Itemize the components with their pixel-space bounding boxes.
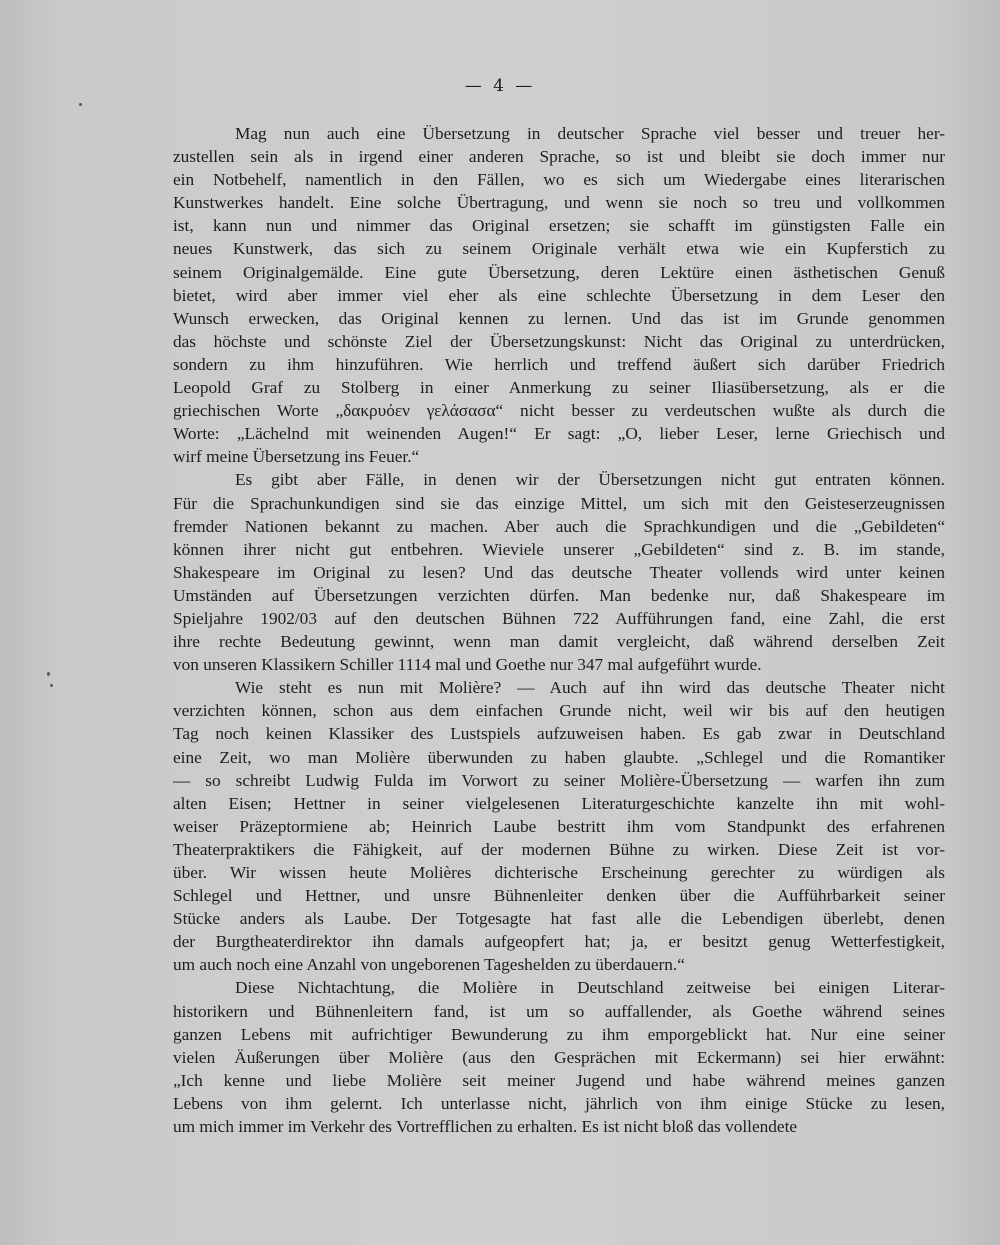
text-line: seinem Originalgemälde. Eine gute Übersetzung, deren Lektüre einen ästhetischen Genuß: [173, 262, 945, 282]
text-line: griechischen Worte „δακρυόεν γελάσασα“ nicht besser zu verdeutschen wußte als durch die: [173, 401, 945, 421]
paper-speck: [47, 672, 50, 676]
text-line: historikern und Bühnenleitern fand, ist um so auffallender, als Goethe während seines: [173, 1001, 945, 1021]
text-line: Leopold Graf zu Stolberg in einer Anmerkung zu seiner Iliasübersetzung, als er die: [173, 378, 945, 398]
text-line: Wunsch erwecken, das Original kennen zu lernen. Und das ist im Grunde genommen: [173, 308, 945, 328]
text-line: Theaterpraktikers die Fähigkeit, auf der modernen Bühne zu wirken. Diese Zeit ist vor-: [173, 839, 945, 859]
text-line: Schlegel und Hettner, und unsre Bühnenleiter denken über die Aufführbarkeit seiner: [173, 886, 945, 906]
text-line: sondern zu ihm hinzuführen. Wie herrlich und treffend äußert sich darüber Friedrich: [173, 354, 945, 374]
text-line: bietet, wird aber immer viel eher als eine schlechte Übersetzung in dem Leser den: [173, 285, 945, 305]
text-line: Lebens von ihm gelernt. Ich unterlasse nicht, jährlich von ihm einige Stücke zu lesen,: [173, 1093, 945, 1113]
text-line: Für die Sprachunkundigen sind sie das einzige Mittel, um sich mit den Geisteserzeugnissen: [173, 493, 945, 513]
text-line: vielen Äußerungen über Molière (aus den Gesprächen mit Eckermann) sei hier erwähnt:: [173, 1047, 945, 1067]
text-line: von unseren Klassikern Schiller 1114 mal und Goethe nur 347 mal aufgeführt wurde.: [173, 655, 762, 675]
text-line: um mich immer im Verkehr des Vortrefflichen zu erhalten. Es ist nicht bloß das vollendete: [173, 1117, 798, 1137]
text-line: ganzen Lebens mit aufrichtiger Bewunderung zu ihm emporgeblickt hat. Nur eine seiner: [173, 1024, 945, 1044]
text-line: fremder Nationen bekannt zu machen. Aber auch die Sprachkundigen und die „Gebildeten“: [173, 516, 945, 536]
text-line: Diese Nichtachtung, die Molière in Deutschland zeitweise bei einigen Literar-: [235, 978, 945, 998]
body-text: [173, 122, 945, 1138]
text-line: Tag noch keinen Klassiker des Lustspiels aufzuweisen haben. Es gab zwar in Deutschland: [173, 724, 945, 744]
text-line: zustellen sein als in irgend einer anderen Sprache, so ist und bleibt sie doch immer nur: [173, 147, 945, 167]
text-line: weiser Präzeptormiene ab; Heinrich Laube bestritt ihm vom Standpunkt des erfahrenen: [173, 816, 945, 836]
text-line: ein Notbehelf, namentlich in den Fällen, wo es sich um Wiedergabe eines literarischen: [173, 170, 945, 190]
text-line: Es gibt aber Fälle, in denen wir der Übersetzungen nicht gut entraten können.: [235, 470, 945, 490]
text-line: alten Eisen; Hettner in seiner vielgelesenen Literaturgeschichte kanzelte ihn mit wohl-: [173, 793, 945, 813]
text-line: über. Wir wissen heute Molières dichterische Erscheinung gerechter zu würdigen als: [173, 863, 945, 882]
text-line: Kunstwerkes handelt. Eine solche Übertragung, und wenn sie noch so treu und vollkommen: [173, 193, 945, 213]
page-number: — 4 —: [464, 76, 536, 96]
text-line: Mag nun auch eine Übersetzung in deutscher Sprache viel besser und treuer her-: [235, 124, 945, 143]
text-line: „Ich kenne und liebe Molière seit meiner Jugend und habe während meines ganzen: [173, 1070, 945, 1090]
text-line: eine Zeit, wo man Molière überwunden zu haben glaubte. „Schlegel und die Romantiker: [173, 747, 945, 767]
text-line: um auch noch eine Anzahl von ungeborenen Tageshelden zu überdauern.“: [173, 955, 685, 975]
text-line: ist, kann nun und nimmer das Original ersetzen; sie schafft im günstigsten Falle ein: [173, 216, 945, 236]
text-line: Worte: „Lächelnd mit weinenden Augen!“ Er sagt: „O, lieber Leser, lerne Griechisch und: [173, 424, 945, 444]
text-line: können ihrer nicht gut entbehren. Wieviele unserer „Gebildeten“ sind z. B. im stande,: [173, 539, 945, 559]
text-line: — so schreibt Ludwig Fulda im Vorwort zu seiner Molière-Übersetzung — warfen ihn zum: [173, 770, 945, 790]
text-line: das höchste und schönste Ziel der Übersetzungskunst: Nicht das Original zu unterdrücken,: [173, 331, 945, 351]
text-line: Stücke anders als Laube. Der Totgesagte hat fast alle die Lebendigen überlebt, denen: [173, 909, 945, 929]
text-line: Shakespeare im Original zu lesen? Und das deutsche Theater vollends wird unter keinen: [173, 562, 945, 582]
text-line: Wie steht es nun mit Molière? — Auch auf ihn wird das deutsche Theater nicht: [235, 678, 945, 698]
text-line: verzichten können, schon aus dem einfachen Grunde nicht, weil wir bis auf den heutigen: [173, 701, 945, 721]
text-line: Umständen auf Übersetzungen verzichten dürfen. Man bedenke nur, daß Shakespeare im: [173, 585, 945, 605]
text-line: neues Kunstwerk, das sich zu seinem Originale verhält etwa wie ein Kupferstich zu: [173, 239, 945, 259]
text-line: wirf meine Übersetzung ins Feuer.“: [173, 447, 420, 467]
text-line: der Burgtheaterdirektor ihn damals aufgeopfert hat; ja, er besitzt genug Wetterfestigkeit,: [173, 932, 945, 952]
paper-speck: [50, 684, 53, 687]
text-line: Spieljahre 1902/03 auf den deutschen Bühnen 722 Aufführungen fand, eine Zahl, die erst: [173, 608, 945, 628]
paper-speck: [79, 103, 82, 106]
text-line: ihre rechte Bedeutung gewinnt, wenn man damit vergleicht, daß während derselben Zeit: [173, 632, 945, 652]
